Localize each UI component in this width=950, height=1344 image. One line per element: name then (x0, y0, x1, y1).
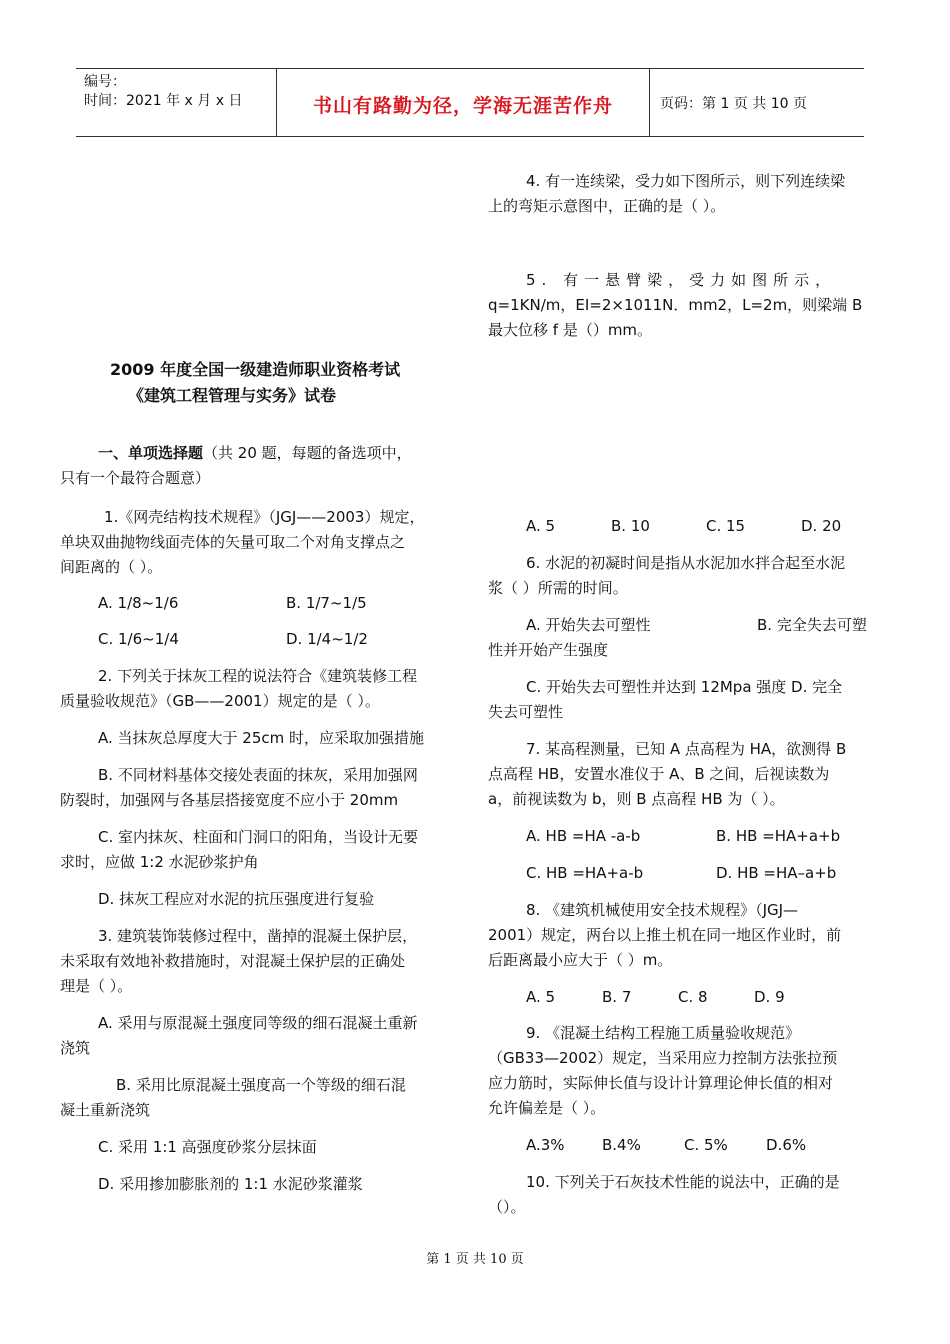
q3-option-a-line2: 浇筑 (60, 1039, 91, 1057)
q8-option-d: D. 9 (754, 988, 785, 1006)
q10-line1: 10. 下列关于石灰技术性能的说法中，正确的是 (526, 1173, 840, 1191)
q6-line1: 6. 水泥的初凝时间是指从水泥加水拌合起至水泥 (526, 554, 846, 572)
q6-option-cd-line2: 失去可塑性 (488, 703, 564, 721)
q1-line1: 1.《网壳结构技术规程》（JGJ——2003）规定， (104, 508, 425, 526)
q8-option-a: A. 5 (526, 988, 556, 1006)
motto: 书山有路勤为径，学海无涯苦作舟 (312, 95, 613, 117)
q5-line1: 5. 有一悬臂梁，受力如图所示， (526, 271, 837, 289)
q7-option-a: A. HB =HA -a-b (526, 827, 641, 845)
q5-line3: 最大位移 f 是（）mm。 (488, 321, 653, 339)
q5-option-d: D. 20 (801, 517, 842, 535)
q3-line2: 未采取有效地补救措施时，对混凝土保护层的正确处 (60, 952, 406, 970)
q2-option-a: A. 当抹灰总厚度大于 25cm 时，应采取加强措施 (98, 729, 425, 747)
q4-line2: 上的弯矩示意图中，正确的是（ ）。 (488, 197, 726, 215)
q7-option-b: B. HB =HA+a+b (716, 827, 841, 845)
q2-option-b-line2: 防裂时，加强网与各基层搭接宽度不应小于 20mm (60, 791, 399, 809)
q2-line1: 2. 下列关于抹灰工程的说法符合《建筑装修工程 (98, 667, 418, 685)
q9-option-a: A.3% (526, 1136, 565, 1154)
q1-option-c: C. 1/6~1/4 (98, 630, 179, 648)
q6-option-b-line2: 性并开始产生强度 (488, 641, 609, 659)
q3-option-b-line2: 凝土重新浇筑 (60, 1101, 151, 1119)
header-meta-cell (76, 69, 277, 136)
q2-option-c-line2: 求时，应做 1:2 水泥砂浆护角 (60, 853, 259, 871)
q1-line3: 间距离的（ ）。 (60, 558, 163, 576)
exam-title-line2: 《建筑工程管理与实务》试卷 (128, 386, 337, 405)
q5-line2: q=1KN/m，EI=2×1011N．mm2，L=2m，则梁端 B (488, 296, 863, 314)
q3-line3: 理是（ ）。 (60, 977, 133, 995)
q8-line1: 8. 《建筑机械使用安全技术规程》（JGJ— (526, 901, 799, 919)
q7-option-d: D. HB =HA–a+b (716, 864, 837, 882)
section-heading-line (98, 441, 412, 466)
q7-line3: a，前视读数为 b，则 B 点高程 HB 为（ ）。 (488, 790, 785, 808)
exam-title-line1: 2009 年度全国一级建造师职业资格考试 (110, 360, 401, 379)
section-note-line2: 只有一个最符合题意） (60, 469, 211, 487)
q6-line2: 浆（ ）所需的时间。 (488, 579, 628, 597)
code-label: 编号： (84, 74, 126, 90)
q8-option-c: C. 8 (678, 988, 708, 1006)
q9-line4: 允许偏差是（ ）。 (488, 1099, 606, 1117)
q9-line1: 9. 《混凝土结构工程施工质量验收规范》 (526, 1024, 801, 1042)
q1-option-b: B. 1/7~1/5 (286, 594, 367, 612)
time-label: 时间：2021 年 x 月 x 日 (84, 93, 243, 109)
q9-option-c: C. 5% (684, 1136, 728, 1154)
q7-option-c: C. HB =HA+a-b (526, 864, 644, 882)
q9-option-d: D.6% (766, 1136, 807, 1154)
q1-line2: 单块双曲抛物线面壳体的矢量可取二个对角支撑点之 (60, 533, 406, 551)
q2-line2: 质量验收规范》（GB——2001）规定的是（ ）。 (60, 692, 380, 710)
q3-line1: 3. 建筑装饰装修过程中，凿掉的混凝土保护层， (98, 927, 418, 945)
page-label: 页码：第 1 页 共 10 页 (660, 96, 807, 112)
section-note: （共 20 题，每题的备选项中， (203, 444, 412, 462)
q8-line3: 后距离最小应大于（ ）m。 (488, 951, 673, 969)
q9-option-b: B.4% (602, 1136, 641, 1154)
q5-option-b: B. 10 (611, 517, 650, 535)
header-motto-cell (277, 69, 650, 136)
q3-option-a-line1: A. 采用与原混凝土强度同等级的细石混凝土重新 (98, 1014, 418, 1032)
section-heading: 一、单项选择题 (98, 444, 204, 462)
q2-option-b-line1: B. 不同材料基体交接处表面的抹灰，采用加强网 (98, 766, 418, 784)
q6-option-cd-line1: C. 开始失去可塑性并达到 12Mpa 强度 D. 完全 (526, 678, 843, 696)
q3-option-c: C. 采用 1:1 高强度砂浆分层抹面 (98, 1138, 317, 1156)
q2-option-d: D. 抹灰工程应对水泥的抗压强度进行复验 (98, 890, 375, 908)
header-table (76, 68, 864, 137)
q9-line3: 应力筋时，实际伸长值与设计计算理论伸长值的相对 (488, 1074, 834, 1092)
q1-option-d: D. 1/4~1/2 (286, 630, 368, 648)
q5-option-c: C. 15 (706, 517, 746, 535)
q5-option-a: A. 5 (526, 517, 556, 535)
q8-option-b: B. 7 (602, 988, 632, 1006)
header-page-cell (650, 69, 864, 136)
q6-option-b-line1: B. 完全失去可塑 (757, 616, 867, 634)
q10-line2: （）。 (488, 1198, 526, 1216)
q6-option-a: A. 开始失去可塑性 (526, 616, 651, 634)
q1-option-a: A. 1/8~1/6 (98, 594, 179, 612)
q4-line1: 4. 有一连续梁，受力如下图所示，则下列连续梁 (526, 172, 846, 190)
q7-line1: 7. 某高程测量，已知 A 点高程为 HA，欲测得 B (526, 740, 847, 758)
q9-line2: （GB33—2002）规定，当采用应力控制方法张拉预 (488, 1049, 838, 1067)
q8-line2: 2001）规定，两台以上推土机在同一地区作业时，前 (488, 926, 842, 944)
q2-option-c-line1: C. 室内抹灰、柱面和门洞口的阳角，当设计无要 (98, 828, 419, 846)
q3-option-b-line1: B. 采用比原混凝土强度高一个等级的细石混 (116, 1076, 406, 1094)
q7-line2: 点高程 HB，安置水准仪于 A、B 之间，后视读数为 (488, 765, 830, 783)
q3-option-d: D. 采用掺加膨胀剂的 1:1 水泥砂浆灌浆 (98, 1175, 363, 1193)
page-footer: 第 1 页 共 10 页 (426, 1252, 524, 1267)
